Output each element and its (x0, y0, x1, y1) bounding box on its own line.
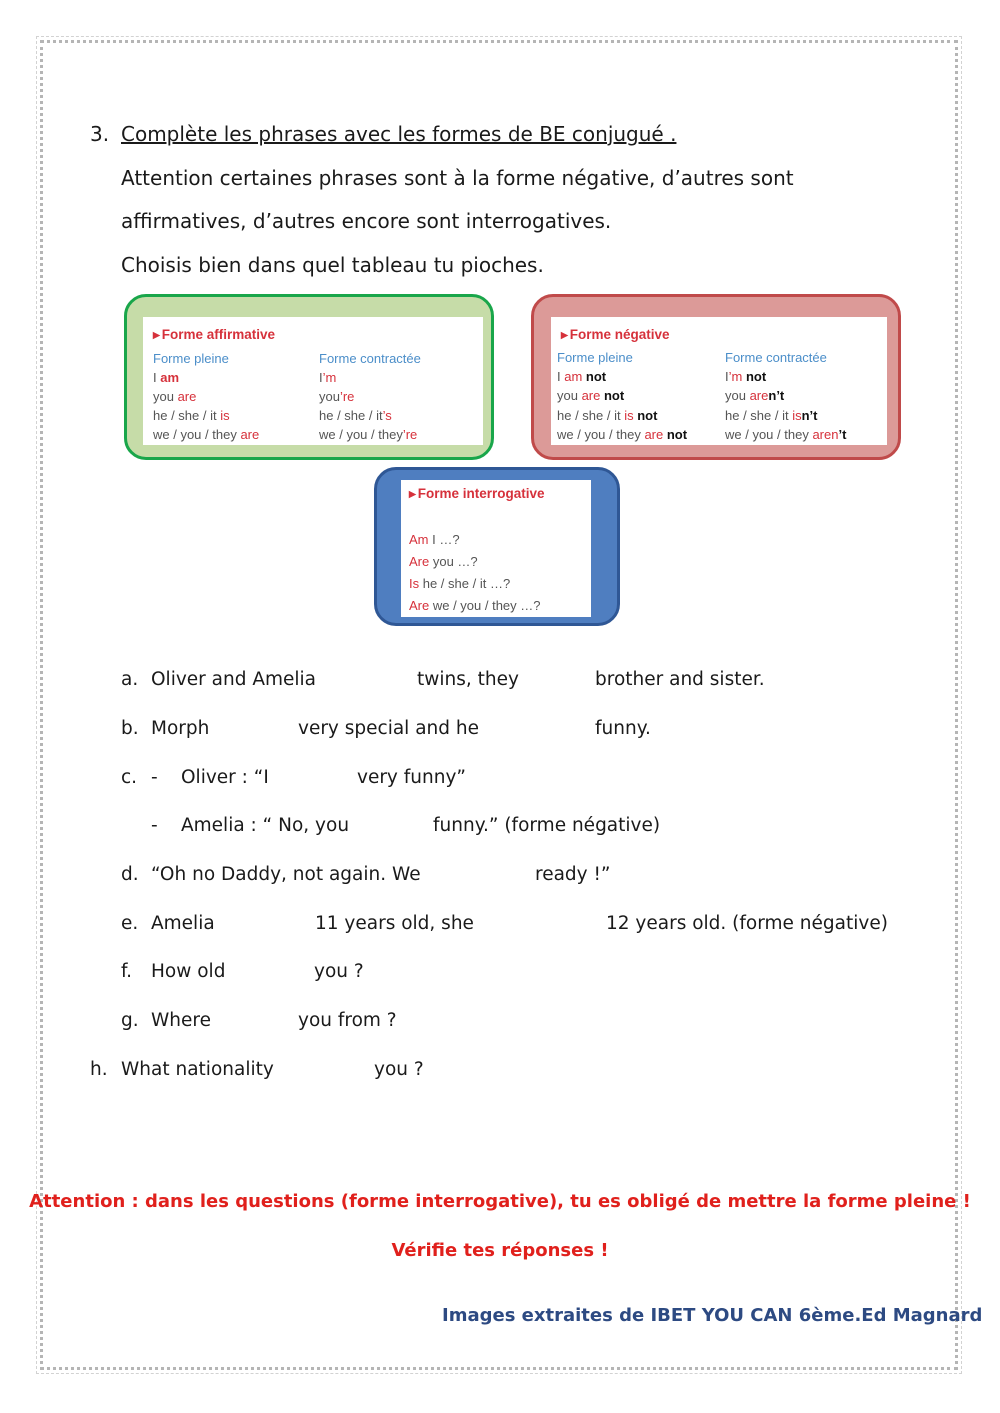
dash: - (151, 767, 158, 788)
negative-heading: ▸ Forme négative (561, 327, 670, 343)
aff-full-row: I am (153, 370, 180, 385)
item-label: g. (121, 1010, 139, 1031)
negative-box (531, 294, 901, 460)
aff-short-row: you’re (319, 389, 355, 404)
sentence-a-part3: brother and sister. (595, 669, 765, 690)
int-row: Am I …? (409, 532, 460, 547)
sentence-d-part2: ready !” (535, 864, 611, 885)
negative-col-full: Forme pleine (557, 350, 633, 365)
sentence-f-part2: you ? (314, 961, 364, 982)
int-row: Is he / she / it …? (409, 576, 511, 591)
sentence-h-part2: you ? (374, 1059, 424, 1080)
affirmative-box (124, 294, 494, 460)
neg-short-row: he / she / it isn’t (725, 408, 818, 423)
exercise-title: Complète les phrases avec les formes de BE conjugué . (121, 122, 677, 146)
sentence-h-part1: What nationality (121, 1059, 274, 1080)
sentence-e-part2: 11 years old, she (315, 913, 474, 934)
sentence-a-part2: twins, they (417, 669, 519, 690)
sentence-a-part1: Oliver and Amelia (151, 669, 317, 690)
affirmative-col-full: Forme pleine (153, 351, 229, 366)
sentence-c1-part1: Oliver : “I (181, 767, 269, 788)
neg-short-row: I’m not (725, 369, 767, 384)
neg-full-row: he / she / it is not (557, 408, 658, 423)
affirmative-col-short: Forme contractée (319, 351, 421, 366)
neg-short-row: we / you / they aren’t (725, 427, 847, 442)
instruction-line-2: affirmatives, d’autres encore sont interrogatives. (121, 209, 612, 233)
sentence-c1-part2: very funny” (357, 767, 466, 788)
negative-card (551, 317, 887, 445)
sentence-d-part1: “Oh no Daddy, not again. We (151, 864, 421, 885)
item-label: h. (90, 1059, 108, 1080)
sentence-b-part2: very special and he (298, 718, 479, 739)
item-label: e. (121, 913, 139, 934)
item-label: d. (121, 864, 139, 885)
sentence-c2-part1: Amelia : “ No, you (181, 815, 350, 836)
neg-full-row: you are not (557, 388, 625, 403)
aff-full-row: he / she / it is (153, 408, 230, 423)
sentence-b-part3: funny. (595, 718, 651, 739)
aff-short-row: I’m (319, 370, 337, 385)
aff-full-row: we / you / they are (153, 427, 260, 442)
dash: - (151, 815, 158, 836)
page-border (40, 40, 958, 1370)
neg-full-row: we / you / they are not (557, 427, 688, 442)
item-label: c. (121, 767, 138, 788)
aff-short-row: he / she / it’s (319, 408, 392, 423)
aff-short-row: we / you / they’re (319, 427, 418, 442)
instruction-line-1: Attention certaines phrases sont à la forme négative, d’autres sont (121, 166, 794, 190)
check-text: Vérifie tes réponses ! (391, 1240, 609, 1261)
int-row: Are we / you / they …? (409, 598, 541, 613)
sentence-g-part2: you from ? (298, 1010, 397, 1031)
instruction-line-3: Choisis bien dans quel tableau tu pioches. (121, 253, 544, 277)
neg-full-row: I am not (557, 369, 607, 384)
exercise-number: 3. (90, 122, 110, 146)
sentence-c2-part2: funny.” (forme négative) (433, 815, 661, 836)
interrogative-box (374, 467, 620, 626)
int-row: Are you …? (409, 554, 478, 569)
item-label: a. (121, 669, 139, 690)
item-label: f. (121, 961, 133, 982)
affirmative-card (143, 317, 483, 445)
sentence-e-part3: 12 years old. (forme négative) (606, 913, 888, 934)
neg-short-row: you aren’t (725, 388, 785, 403)
interrogative-heading: ▸ Forme interrogative (409, 486, 545, 502)
affirmative-heading: ▸ Forme affirmative (153, 327, 275, 343)
sentence-b-part1: Morph (151, 718, 210, 739)
item-label: b. (121, 718, 139, 739)
credit-text: Images extraites de IBET YOU CAN 6ème.Ed Magnard (442, 1305, 983, 1326)
warning-text: Attention : dans les questions (forme interrogative), tu es obligé de mettre la forme pleine ! (29, 1191, 971, 1212)
sentence-f-part1: How old (151, 961, 226, 982)
sentence-e-part1: Amelia (151, 913, 215, 934)
interrogative-card (401, 480, 591, 617)
negative-col-short: Forme contractée (725, 350, 827, 365)
sentence-g-part1: Where (151, 1010, 211, 1031)
aff-full-row: you are (153, 389, 197, 404)
